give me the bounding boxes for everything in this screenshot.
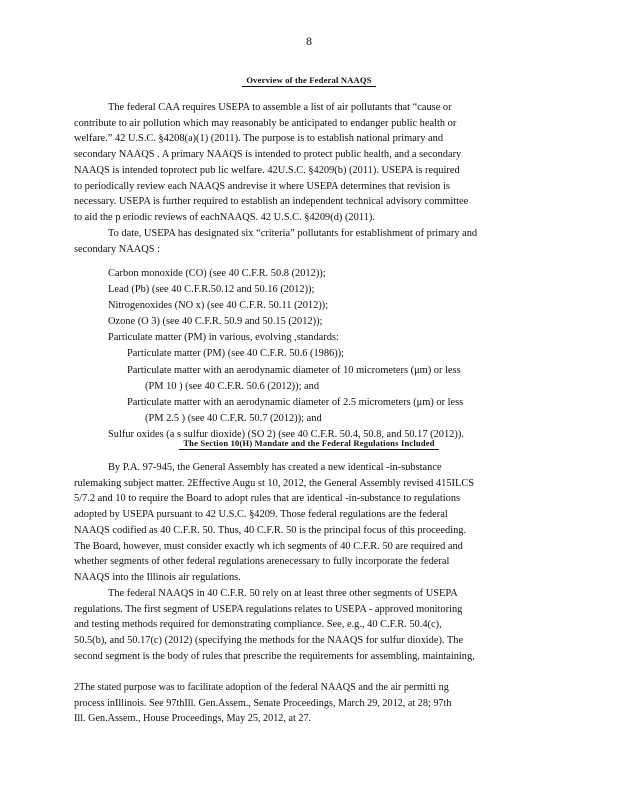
text-line: Ill. Gen.Assem., House Proceedings, May 25, 2012, at 27. <box>74 713 312 724</box>
text-line: necessary. USEPA is further required to establish an independent technical advisory committee <box>74 196 469 208</box>
list-item: Particulate matter with an aerodynamic diameter of 10 micrometers (μm) or less <box>127 364 461 376</box>
paragraph-general-assembly <box>74 460 539 586</box>
list-item: (PM 2.5 ) (see 40 C.F.R. 50.7 (2012)); and <box>145 412 322 424</box>
text-line: contribute to air pollution which may reasonably be anticipated to endanger public health or <box>74 117 457 129</box>
list-item: Particulate matter (PM) (see 40 C.F.R. 50.6 (1986)); <box>127 348 345 360</box>
text-line: second segment is the body of rules that prescribe the requirements for assembling, maintaining, <box>74 650 475 662</box>
list-item: Particulate matter (PM) in various, evolving ,standards: <box>108 332 339 344</box>
list-item: Particulate matter with an aerodynamic diameter of 2.5 micrometers (μm) or less <box>127 396 464 408</box>
text-line: welfare.” 42 U.S.C. §4208(a)(1) (2011). The purpose is to establish national primary and <box>74 133 444 145</box>
text-line: The Board, however, must consider exactly wh ich segments of 40 C.F.R. 50 are required and <box>74 540 463 552</box>
heading-text: The Section 10(H) Mandate and the Federal Regulations Included <box>179 438 438 450</box>
text-line: to periodically review each NAAQS andrevise it where USEPA determines that revision is <box>74 180 450 192</box>
list-item: Nitrogenoxides (NO x) (see 40 C.F.R. 50.11 (2012)); <box>108 300 329 312</box>
text-line: NAAQS codified as 40 C.F.R. 50. Thus, 40 C.F.R. 50 is the principal focus of this proceeding. <box>74 524 467 536</box>
text-line: secondary NAAQS : <box>74 243 160 255</box>
text-line: 2The stated purpose was to facilitate adoption of the federal NAAQS and the air permitti ng <box>74 682 449 693</box>
text-line: and testing methods required for demonstrating compliance. See, e.g., 40 C.F.R. 50.4(c), <box>74 619 442 631</box>
text-line: NAAQS into the Illinois air regulations. <box>74 571 241 583</box>
paragraph-caa-requirements <box>74 100 539 226</box>
text-line: adopted by USEPA pursuant to 42 U.S.C. §4209. Those federal regulations are the federal <box>74 509 448 521</box>
paragraph-federal-naaqs-segments <box>74 586 539 665</box>
paragraph-criteria-pollutants <box>74 226 539 257</box>
list-item: (PM 10 ) (see 40 C.F.R. 50.6 (2012)); and <box>145 380 320 392</box>
text-line: 50.5(b), and 50.17(c) (2012) (specifying the methods for the NAAQS for sulfur dioxide). The <box>74 635 464 647</box>
list-item: Lead (Pb) (see 40 C.F.R.50.12 and 50.16 (2012)); <box>108 284 315 296</box>
page-number: 8 <box>306 34 312 48</box>
text-line: 5/7.2 and 10 to require the Board to adopt rules that are identical -in-substance to regulations <box>74 493 461 505</box>
text-line: By P.A. 97-945, the General Assembly has created a new identical -in-substance <box>108 462 442 473</box>
pollutant-list <box>108 266 538 443</box>
text-line: to aid the p eriodic reviews of eachNAAQS. 42 U.S.C. §4209(d) (2011). <box>74 211 375 223</box>
text-line: The federal CAA requires USEPA to assemble a list of air pollutants that “cause or <box>108 102 452 113</box>
list-item: Carbon monoxide (CO) (see 40 C.F.R. 50.8 (2012)); <box>108 268 326 279</box>
section-heading-mandate <box>0 438 618 448</box>
text-line: rulemaking subject matter. 2Effective Augu st 10, 2012, the General Assembly revised 415ILCS <box>74 477 475 489</box>
heading-text: Overview of the Federal NAAQS <box>242 75 375 87</box>
text-line: regulations. The first segment of USEPA regulations relates to USEPA - approved monitoring <box>74 603 463 615</box>
footnote <box>74 680 539 727</box>
text-line: NAAQS is intended toprotect pub lic welfare. 42U.S.C. §4209(b) (2011). USEPA is required <box>74 164 460 176</box>
text-line: whether segments of other federal regulations arenecessary to fully incorporate the federal <box>74 556 450 568</box>
list-item: Ozone (O 3) (see 40 C.F.R. 50.9 and 50.15 (2012)); <box>108 316 323 328</box>
text-line: secondary NAAQS . A primary NAAQS is intended to protect public health, and a secondary <box>74 149 462 161</box>
section-heading-overview <box>0 75 618 85</box>
text-line: The federal NAAQS in 40 C.F.R. 50 rely on at least three other segments of USEPA <box>108 588 458 599</box>
text-line: process inIllinois. See 97thIll. Gen.Assem., Senate Proceedings, March 29, 2012, at 28; 97th <box>74 697 452 709</box>
list-item: Sulfur oxides (a s sulfur dioxide) (SO 2) (see 40 C.F.R. 50.4, 50.8, and 50.17 (2012)). <box>108 428 464 440</box>
text-line: To date, USEPA has designated six “criteria” pollutants for establishment of primary and <box>108 228 478 239</box>
